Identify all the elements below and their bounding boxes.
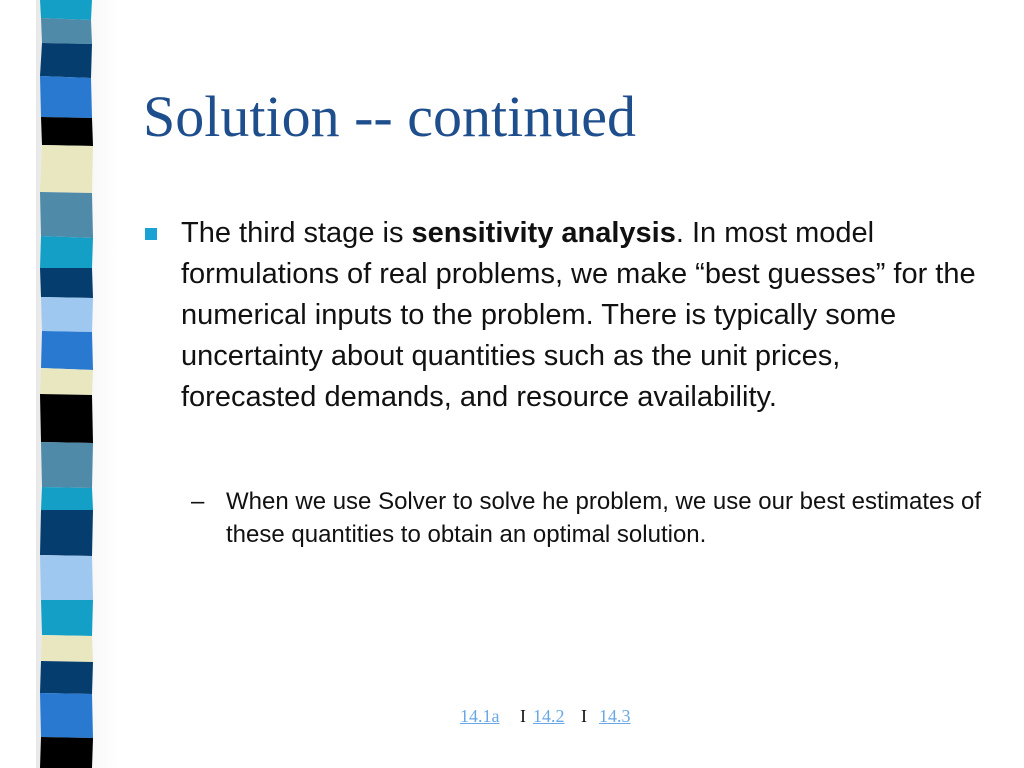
sub-bullet-text: When we use Solver to solve he problem, we use our best estimates of these quantities to obtain an optimal solution. (226, 488, 982, 548)
nav-link-14-2[interactable]: 14.2 (533, 706, 565, 726)
slide-navigation (0, 703, 1024, 731)
slide-title: Solution -- continued (143, 84, 636, 149)
bullet-text-before: The third stage is (181, 217, 412, 249)
nav-link-14-1a[interactable]: 14.1a (460, 706, 500, 726)
decorative-stripe-strip (36, 0, 98, 768)
nav-link-14-3[interactable]: 14.3 (599, 706, 631, 726)
square-bullet-icon (145, 228, 157, 240)
dash-bullet-icon: – (191, 488, 205, 515)
nav-separator: I (520, 706, 526, 726)
bullet-paragraph (181, 213, 981, 418)
bullet-text-after: . In most model formulations of real problems, we make “best guesses” for the numerical inputs to the problem. There is typically some uncertainty about quantities such as the unit prices, forecasted demands, and resource availability. (181, 217, 976, 413)
nav-separator: I (581, 706, 587, 726)
bullet-bold-term: sensitivity analysis (411, 217, 676, 249)
